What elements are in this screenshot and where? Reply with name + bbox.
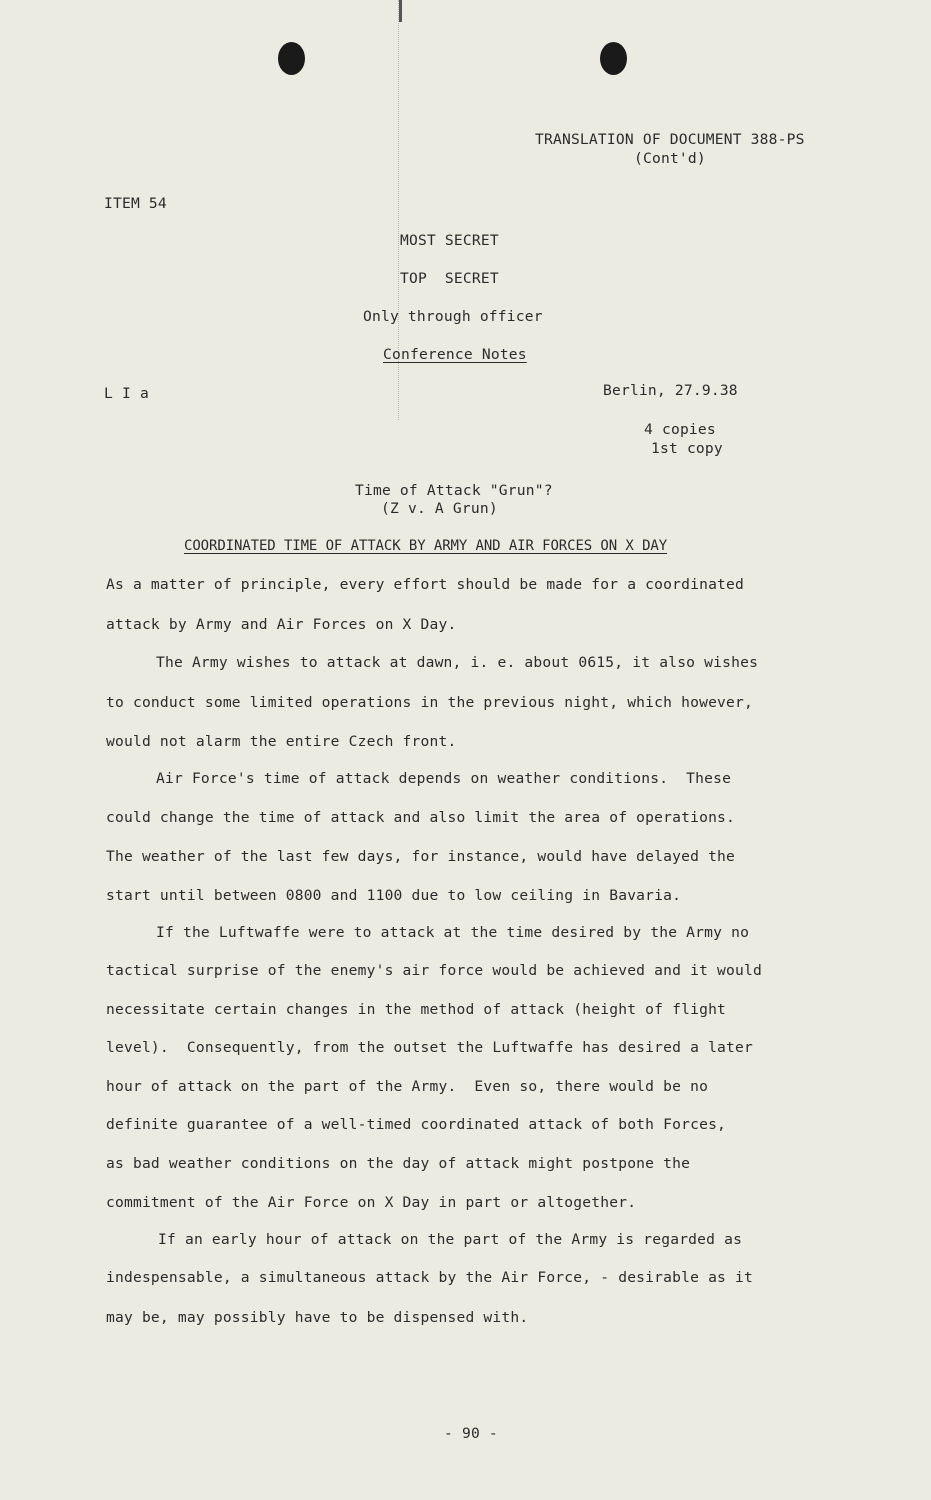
office-code: L I a: [104, 385, 149, 402]
subject-heading: COORDINATED TIME OF ATTACK BY ARMY AND AIR FORCES ON X DAY: [184, 538, 668, 554]
only-through-officer-label: Only through officer: [363, 308, 543, 325]
translation-title: TRANSLATION OF DOCUMENT 388-PS: [535, 131, 805, 148]
paragraph-3-line-4: start until between 0800 and 1100 due to low ceiling in Bavaria.: [106, 887, 682, 904]
paragraph-2-line-2: to conduct some limited operations in the previous night, which however,: [106, 694, 754, 711]
paragraph-2-line-1: The Army wishes to attack at dawn, i. e. about 0615, it also wishes: [156, 654, 759, 671]
paragraph-1-line-1: As a matter of principle, every effort should be made for a coordinated: [106, 576, 745, 593]
paragraph-4-line-6: definite guarantee of a well-timed coordinated attack of both Forces,: [106, 1116, 727, 1133]
subject-line-1: Time of Attack "Grun"?: [355, 482, 553, 499]
most-secret-label: MOST SECRET: [400, 232, 499, 249]
paragraph-3-line-1: Air Force's time of attack depends on weather conditions. These: [156, 770, 732, 787]
paragraph-4-line-8: commitment of the Air Force on X Day in part or altogether.: [106, 1194, 637, 1211]
paragraph-5-line-2: indespensable, a simultaneous attack by the Air Force, - desirable as it: [106, 1269, 754, 1286]
punch-hole-left: [278, 42, 305, 75]
paragraph-4-line-4: level). Consequently, from the outset the Luftwaffe has desired a later: [106, 1039, 754, 1056]
paragraph-5-line-3: may be, may possibly have to be dispensed with.: [106, 1309, 529, 1326]
paragraph-4-line-5: hour of attack on the part of the Army. Even so, there would be no: [106, 1078, 709, 1095]
paragraph-5-line-1: If an early hour of attack on the part of the Army is regarded as: [158, 1231, 743, 1248]
conference-notes-title: Conference Notes: [383, 346, 527, 363]
paragraph-1-line-2: attack by Army and Air Forces on X Day.: [106, 616, 457, 633]
paragraph-4-line-7: as bad weather conditions on the day of attack might postpone the: [106, 1155, 691, 1172]
subject-line-2: (Z v. A Grun): [381, 500, 498, 517]
copies-count: 4 copies: [644, 421, 716, 438]
paragraph-4-line-2: tactical surprise of the enemy's air force would be achieved and it would: [106, 962, 762, 979]
item-number: ITEM 54: [104, 195, 167, 212]
punch-hole-right: [600, 42, 627, 75]
paragraph-2-line-3: would not alarm the entire Czech front.: [106, 733, 457, 750]
paragraph-3-line-2: could change the time of attack and also limit the area of operations.: [106, 809, 736, 826]
translation-continued: (Cont'd): [634, 150, 706, 167]
copy-number: 1st copy: [651, 440, 723, 457]
paragraph-4-line-1: If the Luftwaffe were to attack at the time desired by the Army no: [156, 924, 750, 941]
paragraph-4-line-3: necessitate certain changes in the method of attack (height of flight: [106, 1001, 727, 1018]
page-number: - 90 -: [444, 1425, 498, 1442]
paragraph-3-line-3: The weather of the last few days, for instance, would have delayed the: [106, 848, 736, 865]
top-secret-label: TOP SECRET: [400, 270, 499, 287]
place-date: Berlin, 27.9.38: [603, 382, 738, 399]
